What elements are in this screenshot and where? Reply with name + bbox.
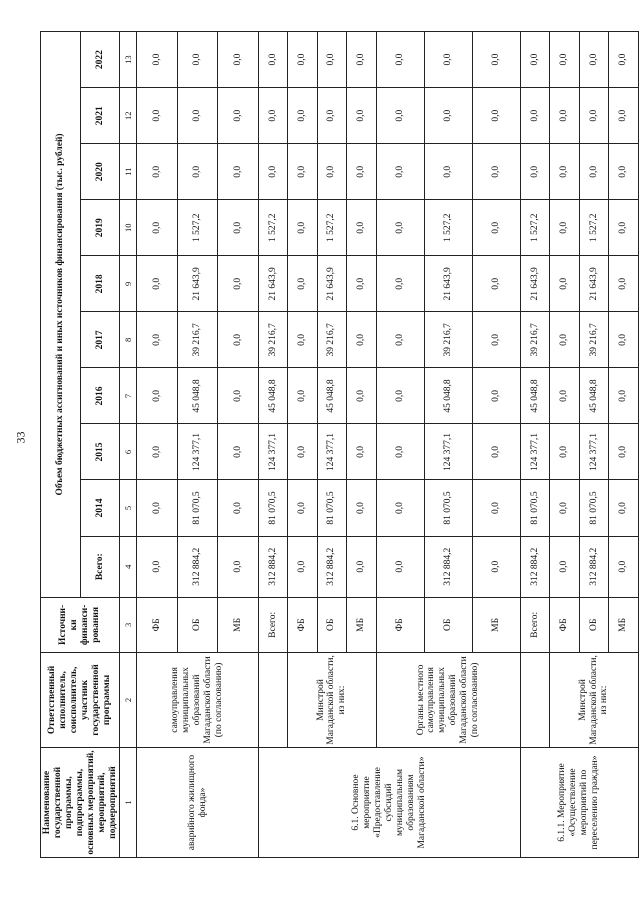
value-cell: 21 643,9 [259,256,288,312]
value-cell: 0,0 [288,144,317,200]
value-cell: 0,0 [609,256,638,312]
index-cell: 6 [120,424,137,480]
value-cell: 0,0 [317,32,346,88]
header-year-2021: 2021 [80,88,120,144]
value-cell: 312 884,2 [317,536,346,597]
index-cell: 9 [120,256,137,312]
value-cell: 0,0 [472,536,520,597]
value-cell: 1 527,2 [521,200,550,256]
executor-cell [259,652,288,747]
value-cell: 0,0 [218,536,259,597]
value-cell: 0,0 [472,200,520,256]
value-cell: 0,0 [259,32,288,88]
value-cell: 39 216,7 [521,312,550,368]
value-cell: 0,0 [288,32,317,88]
value-cell: 0,0 [259,144,288,200]
value-cell: 0,0 [218,424,259,480]
executor-cell: Минстрой Магаданской области, из них: [288,652,376,747]
value-cell: 0,0 [521,88,550,144]
value-cell: 0,0 [550,480,579,536]
header-total: Всего: [80,536,120,597]
source-cell: Всего: [521,597,550,652]
value-cell: 312 884,2 [177,536,218,597]
value-cell: 0,0 [218,256,259,312]
index-cell: 5 [120,480,137,536]
value-cell: 0,0 [609,144,638,200]
source-cell: ФБ [137,597,178,652]
value-cell: 124 377,1 [424,424,472,480]
value-cell: 81 070,5 [317,480,346,536]
value-cell: 81 070,5 [177,480,218,536]
budget-table-sheet [40,31,628,858]
value-cell: 0,0 [137,536,178,597]
value-cell: 0,0 [376,536,424,597]
index-cell: 1 [120,748,137,858]
table-row [259,32,288,858]
source-cell: ФБ [288,597,317,652]
value-cell: 0,0 [472,32,520,88]
value-cell: 0,0 [521,144,550,200]
value-cell: 0,0 [609,424,638,480]
value-cell: 0,0 [376,424,424,480]
value-cell: 0,0 [137,368,178,424]
value-cell: 0,0 [288,480,317,536]
value-cell: 39 216,7 [177,312,218,368]
value-cell: 0,0 [288,200,317,256]
value-cell: 0,0 [288,256,317,312]
value-cell: 0,0 [137,32,178,88]
value-cell: 0,0 [424,32,472,88]
value-cell: 21 643,9 [317,256,346,312]
value-cell: 39 216,7 [579,312,608,368]
executor-cell: Минстрой Магаданской области, из них: [550,652,638,747]
value-cell: 0,0 [472,480,520,536]
index-cell: 13 [120,32,137,88]
value-cell: 0,0 [550,32,579,88]
value-cell: 1 527,2 [317,200,346,256]
value-cell: 0,0 [550,256,579,312]
value-cell: 45 048,8 [521,368,550,424]
table-row [137,32,178,858]
value-cell: 0,0 [288,88,317,144]
table-row [521,32,550,858]
header-name: Наименование государственной программы, подпрограммы, основных мероприятий, мероприятий, подмероприятий [41,748,120,858]
value-cell: 45 048,8 [177,368,218,424]
value-cell: 0,0 [521,32,550,88]
value-cell: 0,0 [376,144,424,200]
source-cell: Всего: [259,597,288,652]
value-cell: 21 643,9 [177,256,218,312]
index-cell: 2 [120,652,137,747]
value-cell: 0,0 [137,424,178,480]
index-cell: 12 [120,88,137,144]
header-year-2016: 2016 [80,368,120,424]
value-cell: 0,0 [376,312,424,368]
value-cell: 0,0 [218,200,259,256]
value-cell: 0,0 [550,312,579,368]
value-cell: 0,0 [609,200,638,256]
value-cell: 312 884,2 [521,536,550,597]
value-cell: 312 884,2 [259,536,288,597]
value-cell: 1 527,2 [424,200,472,256]
index-row [120,32,137,858]
value-cell: 0,0 [609,536,638,597]
header-executor: Ответственный исполнитель, соисполнитель, участник государственной программы [41,652,120,747]
value-cell: 0,0 [317,88,346,144]
source-cell: ОБ [317,597,346,652]
value-cell: 21 643,9 [579,256,608,312]
index-cell: 8 [120,312,137,368]
header-year-2019: 2019 [80,200,120,256]
value-cell: 0,0 [347,88,376,144]
source-cell: ФБ [550,597,579,652]
value-cell: 0,0 [376,200,424,256]
value-cell: 0,0 [550,536,579,597]
value-cell: 21 643,9 [424,256,472,312]
source-cell: ФБ [376,597,424,652]
header-year-2018: 2018 [80,256,120,312]
value-cell: 0,0 [579,32,608,88]
value-cell: 0,0 [218,368,259,424]
program-name-cell: 6.1. Основное мероприятие «Предоставление субсидий муниципальным образованиям Магаданской области» [259,748,521,858]
value-cell: 45 048,8 [259,368,288,424]
value-cell: 39 216,7 [259,312,288,368]
value-cell: 0,0 [317,144,346,200]
executor-cell [521,652,550,747]
value-cell: 0,0 [376,368,424,424]
value-cell: 81 070,5 [521,480,550,536]
value-cell: 124 377,1 [579,424,608,480]
value-cell: 0,0 [376,480,424,536]
value-cell: 21 643,9 [521,256,550,312]
value-cell: 0,0 [347,200,376,256]
value-cell: 1 527,2 [259,200,288,256]
value-cell: 0,0 [218,144,259,200]
value-cell: 124 377,1 [259,424,288,480]
value-cell: 0,0 [609,312,638,368]
value-cell: 0,0 [288,536,317,597]
value-cell: 0,0 [376,256,424,312]
value-cell: 0,0 [472,88,520,144]
value-cell: 0,0 [177,32,218,88]
table-row [376,32,424,858]
value-cell: 0,0 [550,424,579,480]
value-cell: 0,0 [137,200,178,256]
value-cell: 81 070,5 [259,480,288,536]
value-cell: 0,0 [579,88,608,144]
value-cell: 0,0 [550,88,579,144]
source-cell: ОБ [424,597,472,652]
source-cell: МБ [472,597,520,652]
value-cell: 0,0 [288,312,317,368]
value-cell: 312 884,2 [424,536,472,597]
source-cell: МБ [347,597,376,652]
value-cell: 45 048,8 [424,368,472,424]
value-cell: 1 527,2 [177,200,218,256]
value-cell: 0,0 [376,32,424,88]
value-cell: 0,0 [347,368,376,424]
value-cell: 45 048,8 [317,368,346,424]
value-cell: 81 070,5 [424,480,472,536]
value-cell: 0,0 [347,144,376,200]
source-cell: ОБ [177,597,218,652]
value-cell: 0,0 [424,144,472,200]
value-cell: 0,0 [137,144,178,200]
executor-cell: самоуправления муниципальных образований Магаданской области (по согласованию) [137,652,259,747]
value-cell: 81 070,5 [579,480,608,536]
value-cell: 39 216,7 [424,312,472,368]
value-cell: 0,0 [137,480,178,536]
value-cell: 0,0 [376,88,424,144]
table-body [137,32,638,858]
value-cell: 0,0 [609,32,638,88]
value-cell: 312 884,2 [579,536,608,597]
budget-table [40,31,639,858]
header-year-2017: 2017 [80,312,120,368]
page-number: 33 [13,431,28,444]
source-cell: МБ [609,597,638,652]
value-cell: 0,0 [177,88,218,144]
value-cell: 0,0 [347,312,376,368]
table-row [288,32,317,858]
header-volume: Объем бюджетных ассигнований и иных источников финансирования (тыс. рублей) [41,32,81,598]
value-cell: 0,0 [550,144,579,200]
value-cell: 0,0 [137,88,178,144]
value-cell: 0,0 [609,368,638,424]
value-cell: 0,0 [218,480,259,536]
value-cell: 0,0 [472,312,520,368]
value-cell: 0,0 [472,424,520,480]
header-year-2015: 2015 [80,424,120,480]
index-cell: 11 [120,144,137,200]
value-cell: 124 377,1 [177,424,218,480]
value-cell: 0,0 [347,256,376,312]
value-cell: 0,0 [288,368,317,424]
value-cell: 0,0 [288,424,317,480]
value-cell: 0,0 [579,144,608,200]
value-cell: 0,0 [347,32,376,88]
value-cell: 0,0 [137,312,178,368]
table-row [550,32,579,858]
value-cell: 1 527,2 [579,200,608,256]
header-year-2020: 2020 [80,144,120,200]
value-cell: 0,0 [347,536,376,597]
value-cell: 0,0 [259,88,288,144]
source-cell: ОБ [579,597,608,652]
value-cell: 0,0 [347,480,376,536]
value-cell: 0,0 [177,144,218,200]
value-cell: 0,0 [472,144,520,200]
value-cell: 0,0 [347,424,376,480]
header-source: Источни-ки финанси-рования [41,597,120,652]
value-cell: 0,0 [472,256,520,312]
value-cell: 124 377,1 [521,424,550,480]
program-name-cell: аварийного жилищного фонда» [137,748,259,858]
executor-cell: Органы местного самоуправления муниципальных образований Магаданской области (по согласованию) [376,652,521,747]
value-cell: 0,0 [218,32,259,88]
value-cell: 0,0 [550,368,579,424]
index-cell: 4 [120,536,137,597]
value-cell: 0,0 [609,480,638,536]
program-name-cell: 6.1.1. Мероприятие «Осуществление мероприятий по переселению граждан» [521,748,639,858]
index-cell: 10 [120,200,137,256]
index-cell: 3 [120,597,137,652]
value-cell: 0,0 [137,256,178,312]
value-cell: 0,0 [550,200,579,256]
table-header [41,32,137,858]
value-cell: 0,0 [472,368,520,424]
source-cell: МБ [218,597,259,652]
header-year-2014: 2014 [80,480,120,536]
value-cell: 124 377,1 [317,424,346,480]
value-cell: 0,0 [218,88,259,144]
value-cell: 0,0 [609,88,638,144]
index-cell: 7 [120,368,137,424]
header-year-2022: 2022 [80,32,120,88]
value-cell: 0,0 [218,312,259,368]
value-cell: 39 216,7 [317,312,346,368]
value-cell: 0,0 [424,88,472,144]
value-cell: 45 048,8 [579,368,608,424]
